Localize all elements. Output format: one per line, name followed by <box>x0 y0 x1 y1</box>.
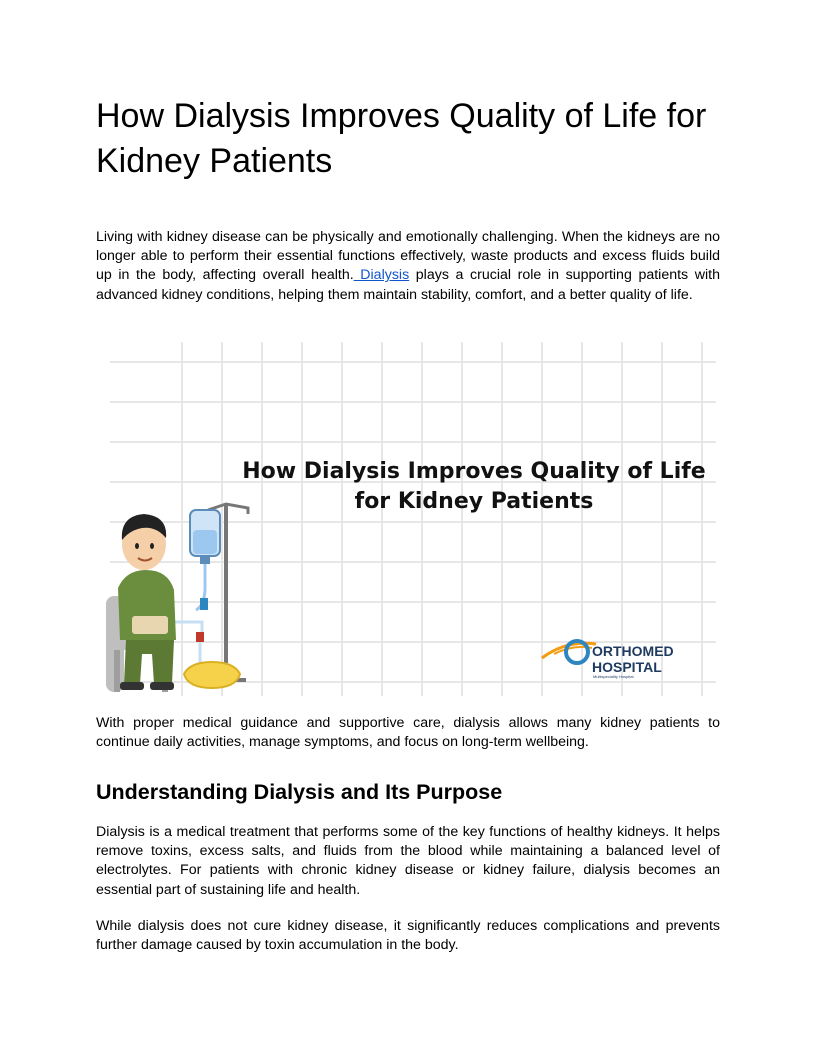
intro-text-after: plays a crucial role in supporting patients with advanced kidney conditions, helping them maintain stability, comfort, and a better quality of life. <box>96 267 720 303</box>
section-paragraph-1: Dialysis is a medical treatment that performs some of the key functions of healthy kidneys. It helps remove toxins, excess salts, and fluids from the blood while maintaining a balanced level of electrolytes. For patients with chronic kidney disease or kidney failure, dialysis becomes an essential part of sustaining life and health. <box>96 824 720 898</box>
section-heading: Understanding Dialysis and Its Purpose <box>96 780 503 804</box>
intro-paragraph <box>96 228 720 305</box>
dialysis-link[interactable]: Dialysis <box>353 267 410 284</box>
iv-stand-illustration <box>174 504 248 688</box>
banner-title-line1: How Dialysis Improves Quality of Life <box>242 459 706 484</box>
patient-illustration <box>106 514 176 692</box>
intro-text-before: Living with kidney disease can be physically and emotionally challenging. When the kidneys are no longer able to perform their essential functions effectively, waste products and excess fluids build up in the body, affecting overall health. <box>96 229 720 284</box>
banner-image <box>96 340 720 696</box>
body-paragraph-2: With proper medical guidance and supportive care, dialysis allows many kidney patients to continue daily activities, manage symptoms, and focus on long-term wellbeing. <box>96 715 720 751</box>
page-title: How Dialysis Improves Quality of Life for Kidney Patients <box>96 97 707 180</box>
section-paragraph-2: While dialysis does not cure kidney disease, it significantly reduces complications and prevents further damage caused by toxin accumulation in the body. <box>96 918 720 954</box>
orthomed-logo <box>542 641 674 679</box>
logo-word-orthomed: ORTHOMED <box>592 643 674 659</box>
logo-word-hospital: HOSPITAL <box>592 659 662 675</box>
logo-tagline: Multispeciality Hospital <box>593 674 634 679</box>
banner-title-line2: for Kidney Patients <box>354 489 594 514</box>
